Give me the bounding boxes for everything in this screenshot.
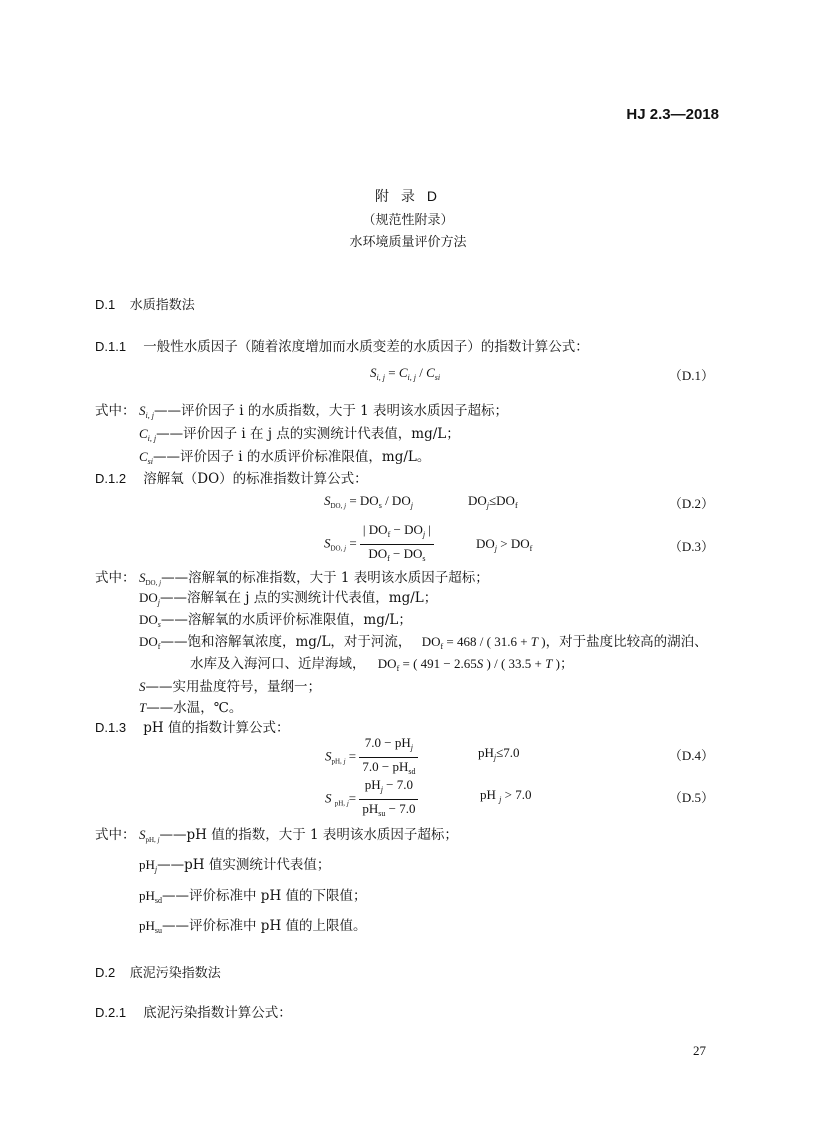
clause-intro: 一般性水质因子（随着浓度增加而水质变差的水质因子）的指数计算公式：	[143, 339, 589, 355]
definition-s: S——实用盐度符号，量纲一；	[139, 679, 321, 695]
definition-s-do: $S_{DO, j}——$溶解氧的标准指数，大于 1 表明该水质因子超标；	[139, 570, 489, 587]
formula-dof-river: $DO_f = 468$ / ( 31.6 + T )	[421, 634, 546, 651]
equation-number-d5: （D.5）	[668, 790, 714, 805]
formula-d5: S $_{pH, j}$= $\frac{pH_j - 7.0}{pH_{su} - 7.0}$	[325, 776, 418, 823]
fraction: $\frac{pH_j - 7.0}{pH_{su} - 7.0}$	[359, 776, 418, 823]
formula-d3-condition: $DO_j > DO_f$	[476, 536, 533, 553]
formula-d3: $S_{DO, j}$ = $\frac{| DO_f - DO_j |}{DO_f - DO_s}$	[324, 521, 434, 568]
section-title: 底泥污染指数法	[129, 965, 221, 980]
formula-d4: $S_{pH, j}$ = $\frac{7.0 - pH_j}{7.0 - pH_{sd}}$	[325, 734, 418, 781]
clause-number: D.1.3	[95, 720, 127, 735]
section-title: 水质指数法	[129, 297, 195, 312]
clause-intro: 溶解氧（DO）的标准指数计算公式：	[143, 471, 368, 487]
section-d1	[95, 294, 195, 313]
clause-intro: pH 值的指数计算公式：	[143, 720, 290, 736]
where-label: 式中：	[95, 827, 136, 843]
definition-do-f: $DO_f——$饱和溶解氧浓度，mg/L，对于河流， $DO_f = 468$ / ( 31.6 + T )，对于盐度比较高的湖泊、	[139, 634, 708, 651]
where-label: 式中：	[95, 403, 136, 419]
appendix-name: 水环境质量评价方法	[349, 234, 467, 249]
definition-c-ij: $C_{i, j}——$评价因子 i 在 j 点的实测统计代表值，mg/L；	[139, 426, 460, 443]
clause-number: D.1.2	[95, 471, 127, 486]
clause-intro: 底泥污染指数计算公式：	[143, 1005, 292, 1021]
section-d2	[95, 962, 221, 981]
definition-ph-sd: $pH_{sd}——$评价标准中 pH 值的下限值；	[139, 888, 367, 905]
clause-number: D.1.1	[95, 339, 127, 354]
page-number: 27	[693, 1043, 706, 1058]
clause-d12	[95, 467, 368, 487]
definition-do-s: $DO_s——$溶解氧的水质评价标准限值，mg/L；	[139, 612, 412, 629]
section-number: D.1	[95, 297, 116, 312]
formula-d2: $S_{DO, j} = DO_s / DO_j$	[324, 493, 413, 510]
definition-t: T——水温，℃。	[139, 700, 243, 716]
formula-dof-sea: $DO_f$ = ( 491 − 2.65S ) / ( 33.5 + T )	[377, 656, 560, 673]
fraction: $\frac{| DO_f - DO_j |}{DO_f - DO_s}$	[360, 521, 434, 568]
clause-d13	[95, 716, 289, 736]
definition-do-j: $DO_j——$溶解氧在 j 点的实测统计代表值，mg/L；	[139, 590, 438, 607]
formula-d1: $S_{i, j} = C_{i, j} / C_{si}$	[370, 365, 441, 382]
appendix-normative: （规范性附录）	[362, 212, 454, 227]
where-label: 式中：	[95, 570, 136, 586]
document-code: HJ 2.3—2018	[626, 106, 719, 123]
clause-d21	[95, 1001, 292, 1021]
formula-d4-condition: $pH_j\le 7.0$	[478, 745, 520, 762]
appendix-title: 附 录 D	[375, 188, 441, 204]
formula-d5-condition: pH $_j$ > 7.0	[480, 787, 532, 804]
equation-number-d1: （D.1）	[668, 368, 714, 383]
definition-c-si: $C_{si}——$评价因子 i 的水质评价标准限值，mg/L。	[139, 449, 431, 466]
clause-d11	[95, 335, 589, 355]
clause-number: D.2.1	[95, 1005, 127, 1020]
definition-s-ph: $S_{pH, j}——pH$ 值的指数，大于 1 表明该水质因子超标；	[139, 827, 458, 844]
equation-number-d4: （D.4）	[668, 748, 714, 763]
definition-s-ij: $S_{i, j}——$评价因子 i 的水质指数，大于 1 表明该水质因子超标；	[139, 403, 509, 420]
fraction: $\frac{7.0 - pH_j}{7.0 - pH_{sd}}$	[359, 734, 418, 781]
section-number: D.2	[95, 965, 116, 980]
equation-number-d3: （D.3）	[668, 539, 714, 554]
definition-do-f-cont: 水库及入海河口、近岸海域， $DO_f$ = ( 491 − 2.65S ) / ( 33.5 + T )；	[190, 656, 574, 673]
formula-d2-condition: $DO_j\le DO_f$	[468, 493, 518, 510]
equation-number-d2: （D.2）	[668, 496, 714, 511]
definition-ph-su: $pH_{su}——$评价标准中 pH 值的上限值。	[139, 918, 367, 935]
definition-ph-j: $pH_j——pH$ 值实测统计代表值；	[139, 857, 331, 874]
